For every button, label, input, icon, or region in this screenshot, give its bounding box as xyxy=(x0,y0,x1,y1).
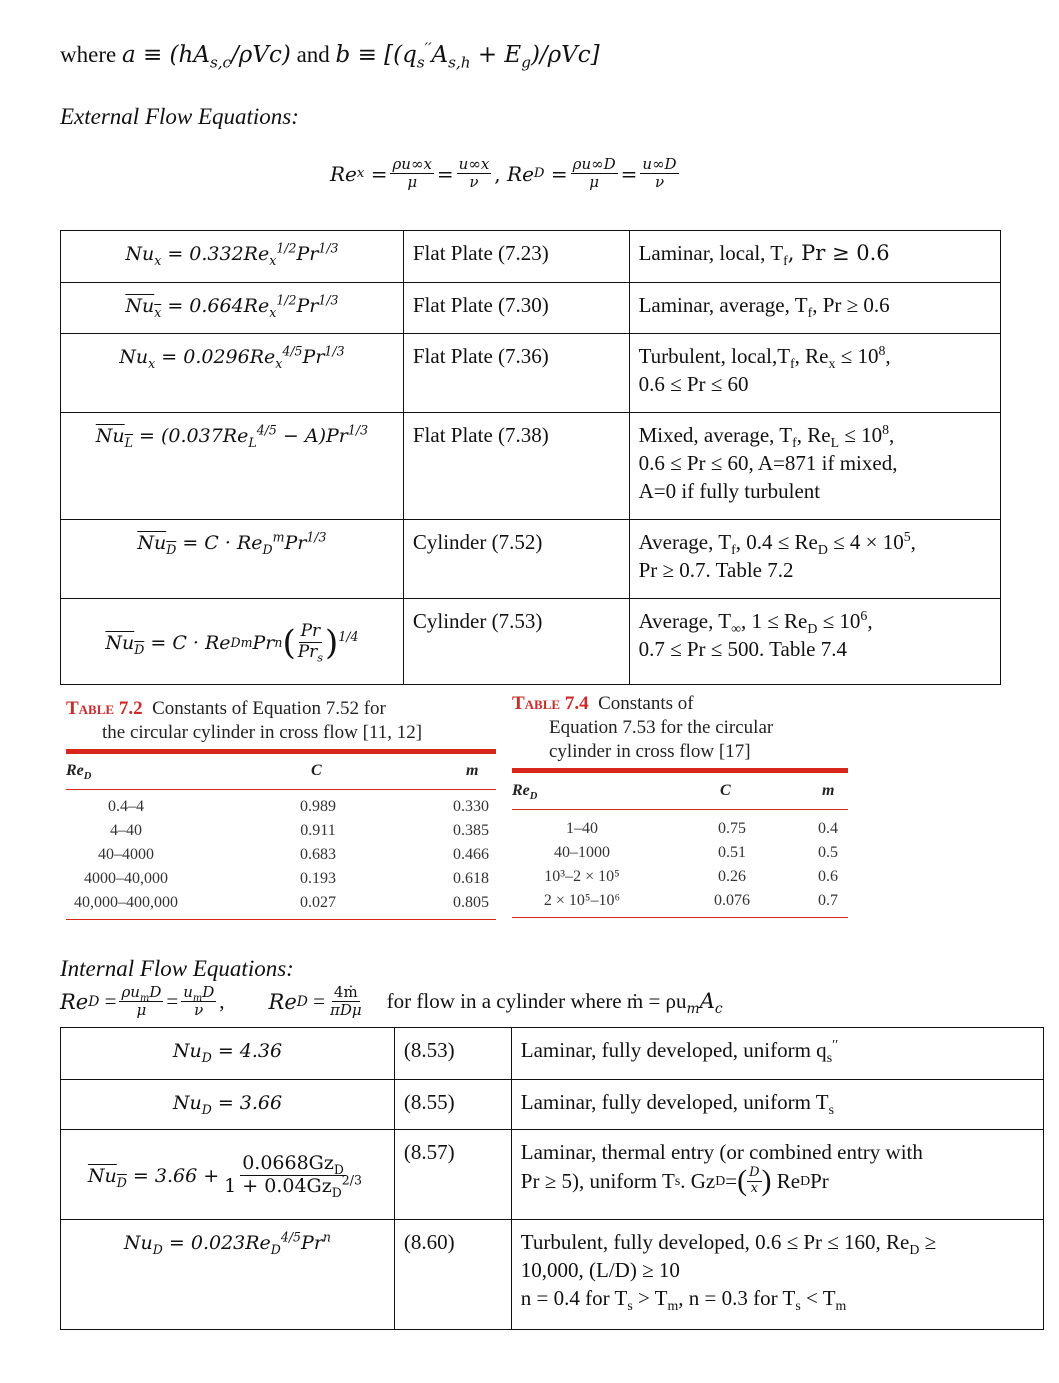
table-7-4-header-m: m xyxy=(822,782,835,799)
table-7-4-bottom-rule xyxy=(512,917,848,918)
table-cell-re: 40–4000 xyxy=(98,846,154,863)
conditions-cell: Laminar, average, $T_f$, Pr ≥ 0.6 xyxy=(629,283,1000,334)
table-cell-m: 0.330 xyxy=(453,798,489,815)
equation-cell: $Nu_D$ = 3.66 + $\frac{0.0668Gz_D}{1 + 0.04Gz_D^{2/3}}$ xyxy=(61,1130,395,1220)
table-row xyxy=(61,413,1001,520)
table-cell-re: 2 × 10⁵–10⁶ xyxy=(543,892,621,909)
table-row xyxy=(61,283,1001,334)
table-7-2-header-re: $Re_D$ xyxy=(66,762,92,783)
table-cell-c: 0.683 xyxy=(300,846,336,863)
intro-where: where xyxy=(60,42,117,67)
table-row xyxy=(61,1220,1044,1330)
conditions-cell: Turbulent, fully developed, 0.6 ≤ Pr ≤ 160, $Re_D$ ≥ 10,000, (L/D) ≥ 10 n = 0.4 for $T_s > T_m$, n = 0.3 for $T_s < T_m$ xyxy=(511,1220,1043,1330)
geometry-cell: Flat Plate (7.38) xyxy=(403,413,629,520)
equation-cell: $Nu_x = 0.664Re_x^{1/2}Pr^{1/3}$ xyxy=(61,283,404,334)
equation-cell: $Nu_D = 4.36$ xyxy=(61,1028,395,1080)
table-7-4-header-rule xyxy=(512,809,848,810)
table-cell-m: 0.805 xyxy=(453,894,489,911)
external-flow-table xyxy=(60,230,1001,685)
conditions-cell: Laminar, fully developed, uniform $T_s$ xyxy=(511,1080,1043,1130)
external-heading: External Flow Equations: xyxy=(60,104,299,129)
equation-cell: $Nu_D = 3.66$ xyxy=(61,1080,395,1130)
equation-number-cell: (8.60) xyxy=(394,1220,511,1330)
table-cell-m: 0.7 xyxy=(818,892,838,909)
table-cell-m: 0.4 xyxy=(818,820,838,837)
intro-definitions xyxy=(60,39,600,72)
table-cell-c: 0.076 xyxy=(714,892,750,909)
table-7-2-header-m: m xyxy=(466,762,479,779)
table-cell-c: 0.75 xyxy=(718,820,746,837)
table-7-2-top-rule xyxy=(66,749,496,754)
external-reynolds-definitions: Re x = $\frac{\rho u\infty x}{\mu}$ = $\frac{u\infty x}{\nu}$ , Re D = $\frac{\rho u\infty D}{\mu}$ = $\frac{u\infty D}{\nu}$ xyxy=(330,155,677,192)
table-7-2-header-rule xyxy=(66,789,496,790)
conditions-cell: Laminar, thermal entry (or combined entry with Pr ≥ 5), uniform T s . Gz D = ( $\frac{D}{x}$ ) Re D Pr xyxy=(511,1130,1043,1220)
table-row xyxy=(61,334,1001,413)
table-row xyxy=(61,231,1001,283)
geometry-cell: Flat Plate (7.36) xyxy=(403,334,629,413)
table-row xyxy=(61,1028,1044,1080)
table-cell-c: 0.26 xyxy=(718,868,746,885)
geometry-cell: Cylinder (7.52) xyxy=(403,520,629,599)
internal-note: for flow in a cylinder where ṁ = $\rho u_mA_c$ xyxy=(386,989,723,1018)
equation-cell: $Nu_D$ = C · Re D m Pr n ( $\frac{Pr}{Pr_s}$ ) $^{1/4}$ xyxy=(61,599,404,685)
geometry-cell: Cylinder (7.53) xyxy=(403,599,629,685)
table-7-4-top-rule xyxy=(512,768,848,773)
table-7-4 xyxy=(512,692,850,920)
equation-cell: $Nu_x = 0.0296Re_x^{4/5}Pr^{1/3}$ xyxy=(61,334,404,413)
conditions-cell: Laminar, local, $T_f$, Pr ≥ 0.6 xyxy=(629,231,1000,283)
table-row xyxy=(61,520,1001,599)
table-cell-re: 40–1000 xyxy=(554,844,610,861)
table-7-2-header-c: C xyxy=(311,762,322,779)
conditions-cell: Average, $T_f$, $0.4 \le Re_D \le 4 \times 10^5$, Pr ≥ 0.7. Table 7.2 xyxy=(629,520,1000,599)
internal-heading: Internal Flow Equations: xyxy=(60,956,294,981)
geometry-cell: Flat Plate (7.30) xyxy=(403,283,629,334)
table-row xyxy=(61,1130,1044,1220)
table-cell-re: 4–40 xyxy=(110,822,142,839)
table-cell-c: 0.911 xyxy=(300,822,336,839)
table-7-2-bottom-rule xyxy=(66,919,496,920)
intro-and: and xyxy=(296,42,330,67)
table-cell-c: 0.193 xyxy=(300,870,336,887)
table-row xyxy=(61,599,1001,685)
table-7-2 xyxy=(66,697,498,925)
table-7-4-header-re: $Re_D$ xyxy=(512,782,538,803)
table-cell-m: 0.385 xyxy=(453,822,489,839)
table-cell-re: 4000–40,000 xyxy=(84,870,168,887)
internal-reynolds-definitions: Re D = $\frac{\rho u_mD}{\mu}$ = $\frac{u_mD}{\nu}$ , Re D = $\frac{\text{4ṁ}}{\text{πDμ}}$ for flow in a cylinder where ṁ = $\rho u_mA_c$ xyxy=(60,983,723,1020)
equation-number-cell: (8.57) xyxy=(394,1130,511,1220)
conditions-cell: Laminar, fully developed, uniform $q_s''$ xyxy=(511,1028,1043,1080)
table-cell-m: 0.466 xyxy=(453,846,489,863)
conditions-cell: Mixed, average, $T_f$, $Re_L \le 10^8$, 0.6 ≤ Pr ≤ 60, A=871 if mixed, A=0 if fully turbulent xyxy=(629,413,1000,520)
equation-cell: $Nu_D = 0.023Re_D^{4/5}Pr^n$ xyxy=(61,1220,395,1330)
table-7-2-caption: Table 7.2 Constants of Equation 7.52 for the circular cylinder in cross flow [11, 12] xyxy=(66,698,423,743)
table-cell-re: 1–40 xyxy=(566,820,598,837)
table-cell-c: 0.51 xyxy=(718,844,746,861)
table-cell-m: 0.618 xyxy=(453,870,489,887)
internal-flow-table xyxy=(60,1027,1044,1330)
intro-a-definition: $a \equiv (hA_{s,c}/\rho Vc)$ xyxy=(121,42,291,72)
table-cell-c: 0.027 xyxy=(300,894,336,911)
table-cell-c: 0.989 xyxy=(300,798,336,815)
table-cell-m: 0.5 xyxy=(818,844,838,861)
intro-b-definition: $b \equiv [(q_s''A_{s,h} + E_g)/\rho Vc]$ xyxy=(335,39,600,72)
table-cell-re: 10³–2 × 10⁵ xyxy=(544,868,620,885)
table-cell-m: 0.6 xyxy=(818,868,838,885)
equation-cell: $Nu_D = C \cdot Re_D^mPr^{1/3}$ xyxy=(61,520,404,599)
equation-cell: $Nu_x = 0.332Re_x^{1/2}Pr^{1/3}$ xyxy=(61,231,404,283)
geometry-cell: Flat Plate (7.23) xyxy=(403,231,629,283)
equation-number-cell: (8.55) xyxy=(394,1080,511,1130)
conditions-cell: Average, $T_\infty$, $1 \le Re_D \le 10^6$, 0.7 ≤ Pr ≤ 500. Table 7.4 xyxy=(629,599,1000,685)
conditions-cell: Turbulent, $local,T_f$, $Re_x \le 10^8$, 0.6 ≤ Pr ≤ 60 xyxy=(629,334,1000,413)
table-row xyxy=(61,1080,1044,1130)
table-7-4-caption: Table 7.4 Constants of Equation 7.53 for the circular cylinder in cross flow [17] xyxy=(512,693,774,762)
equation-number-cell: (8.53) xyxy=(394,1028,511,1080)
table-7-4-header-c: C xyxy=(720,782,731,799)
table-cell-re: 0.4–4 xyxy=(108,798,144,815)
equation-cell: $Nu_L = (0.037Re_L^{4/5} - A)Pr^{1/3}$ xyxy=(61,413,404,520)
table-cell-re: 40,000–400,000 xyxy=(74,894,178,911)
